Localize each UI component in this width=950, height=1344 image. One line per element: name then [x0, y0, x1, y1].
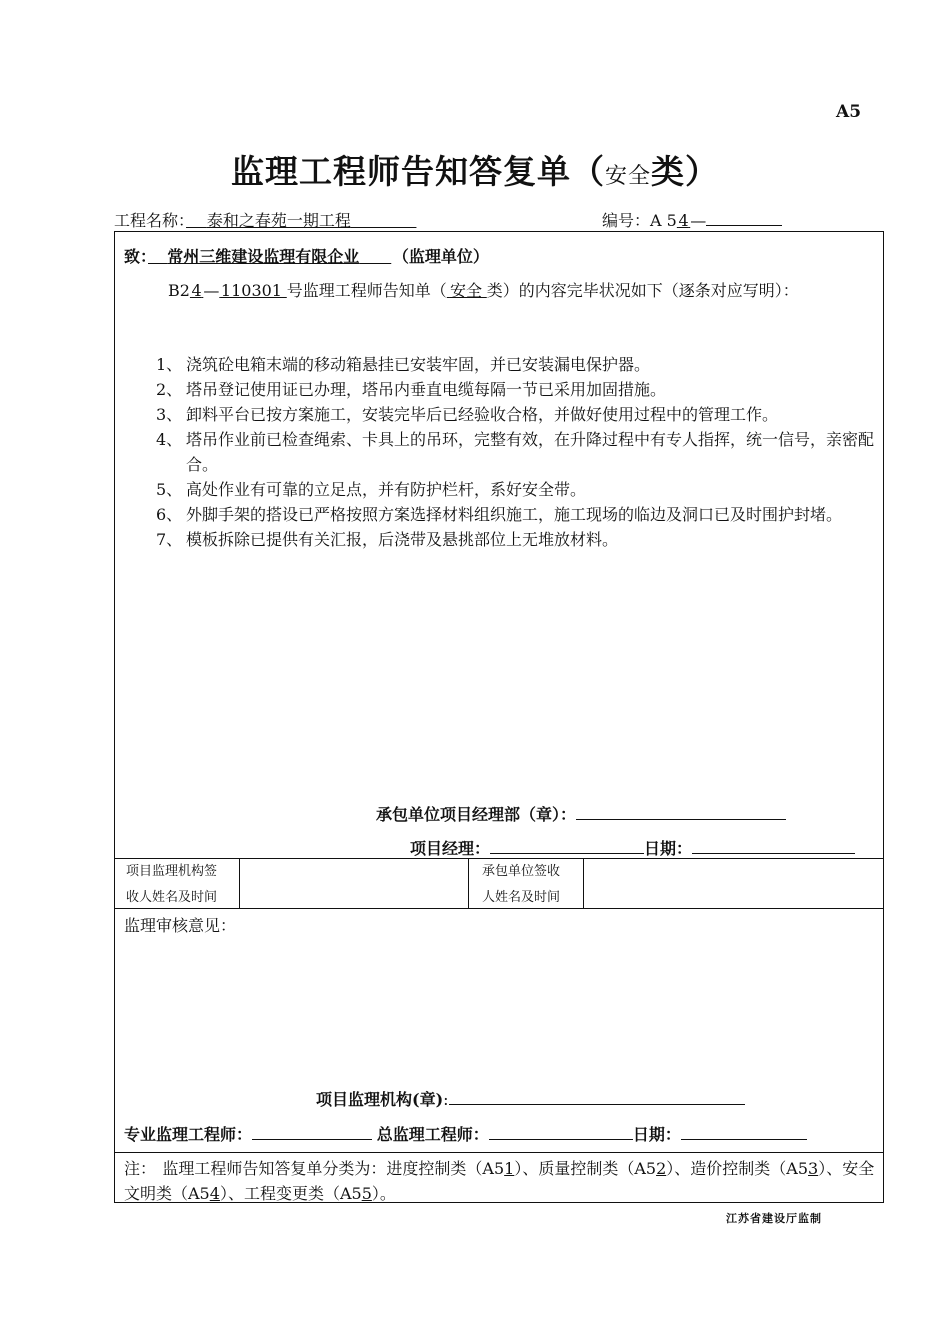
note-paragraph [124, 1156, 880, 1206]
note-num-4: 4 [209, 1184, 220, 1203]
contractor-dept-label: 承包单位项目经理部（章）： [376, 805, 577, 824]
number-prefix: A 5 [650, 211, 677, 230]
note-num-5: 5 [361, 1184, 372, 1203]
list-item-number: 1、 [156, 355, 183, 374]
engineer-signatures [124, 1122, 807, 1145]
contractor-receipt-label-1: 承包单位签收 [482, 864, 561, 879]
title-main: 监理工程师告知答复单（ [230, 152, 605, 191]
row-divider-3 [115, 1152, 883, 1153]
list-item [124, 502, 876, 527]
supervision-org-signature [316, 1087, 745, 1110]
manager-label: 项目经理： [410, 839, 491, 858]
col-divider-2 [468, 858, 469, 908]
intro-text-1: 号监理工程师告知单（ [286, 281, 447, 300]
title-category: 安全 [604, 164, 651, 189]
col-divider-1 [239, 858, 240, 908]
review-date-label: 日期： [632, 1125, 681, 1144]
list-item-text: 模板拆除已提供有关汇报，后浇带及悬挑部位上无堆放材料。 [186, 530, 619, 549]
list-item-text: 浇筑砼电箱末端的移动箱悬挂已安装牢固，并已安装漏电保护器。 [186, 355, 651, 374]
list-item [124, 427, 876, 477]
recipient-role: （监理单位） [392, 247, 489, 266]
list-item-number: 2、 [156, 380, 183, 399]
contractor-dept-signature [376, 802, 786, 825]
to-label: 致： [124, 247, 149, 266]
chief-engineer-label: 总监理工程师： [376, 1125, 489, 1144]
list-item-number: 3、 [156, 405, 183, 424]
note-text-d: ）、安全文明类（A5 [124, 1159, 875, 1203]
note-text-b: ）、质量控制类（A5 [514, 1159, 657, 1178]
manager-date-label: 日期： [644, 839, 693, 858]
engineer-blank [252, 1123, 372, 1140]
supervision-org-colon: : [443, 1090, 449, 1109]
list-item-number: 5、 [156, 480, 183, 499]
number-label: 编号： [602, 211, 651, 230]
note-num-1: 1 [504, 1159, 515, 1178]
list-item-number: 6、 [156, 505, 183, 524]
intro-code-a [190, 281, 203, 300]
review-label: 监理审核意见： [124, 916, 237, 935]
manager-blank [490, 837, 644, 854]
list-item-text: 塔吊作业前已检查绳索、卡具上的吊环，完整有效，在升降过程中有专人指挥，统一信号，亲密配合。 [186, 430, 875, 474]
list-item [124, 402, 876, 427]
number-blank [706, 209, 782, 226]
page-title [0, 146, 950, 193]
number-sep: — [690, 211, 707, 230]
supervisor-receipt-label-1: 项目监理机构签 [126, 864, 218, 879]
list-item-text: 塔吊登记使用证已办理，塔吊内垂直电缆每隔一节已采用加固措施。 [186, 380, 667, 399]
list-item-text: 高处作业有可靠的立足点，并有防护栏杆，系好安全带。 [186, 480, 587, 499]
list-item-text: 卸料平台已按方案施工，安装完毕后已经验收合格，并做好使用过程中的管理工作。 [186, 405, 779, 424]
project-name-line [114, 208, 416, 231]
intro-category [447, 281, 487, 300]
intro-paragraph [124, 278, 876, 303]
contractor-receipt-label [482, 859, 560, 911]
supervision-org-label: 项目监理机构(章) [316, 1090, 444, 1109]
number-line [602, 208, 782, 231]
manager-date-blank [692, 837, 855, 854]
project-label: 工程名称： [114, 211, 187, 230]
note-text-a: 监理工程师告知答复单分类为：进度控制类（A5 [162, 1159, 505, 1178]
title-suffix: 类） [651, 152, 719, 191]
engineer-label: 专业监理工程师： [124, 1125, 253, 1144]
form-code: A5 [836, 102, 862, 122]
review-date-blank [681, 1123, 807, 1140]
supervision-org-blank [449, 1088, 745, 1105]
intro-code-a-text: 4 [191, 281, 202, 300]
number-value [677, 211, 690, 230]
footer-issuer: 江苏省建设厅监制 [726, 1212, 822, 1225]
note-num-3: 3 [808, 1159, 819, 1178]
contractor-dept-blank [576, 803, 786, 820]
recipient-line [124, 244, 489, 267]
list-item [124, 477, 876, 502]
recipient-company [148, 247, 391, 266]
list-item [124, 377, 876, 402]
manager-signature [410, 836, 855, 859]
list-item-number: 7、 [156, 530, 183, 549]
chief-engineer-blank [489, 1123, 633, 1140]
supervisor-receipt-label-2: 收人姓名及时间 [126, 890, 218, 905]
list-item [124, 352, 876, 377]
intro-code-b [219, 281, 286, 300]
col-divider-3 [583, 858, 584, 908]
project-name-value: 泰和之春苑一期工程 [206, 211, 351, 230]
intro-code-b-text: 110301 [220, 281, 282, 300]
intro-category-text: 安全 [449, 281, 482, 300]
list-item [124, 527, 876, 552]
note-text-c: ）、造价控制类（A5 [666, 1159, 809, 1178]
response-list [124, 352, 876, 552]
list-item-text: 外脚手架的搭设已严格按照方案选择材料组织施工，施工现场的临边及洞口已及时围护封堵。 [186, 505, 843, 524]
note-text-e: ）、工程变更类（A5 [219, 1184, 362, 1203]
number-value-text: 4 [678, 211, 689, 230]
note-text-f: ）。 [371, 1184, 396, 1203]
intro-prefix: B2 [168, 281, 190, 300]
project-name-field [186, 211, 416, 230]
note-label: 注： [124, 1159, 157, 1178]
intro-dash: — [203, 281, 220, 300]
recipient-company-text: 常州三维建设监理有限企业 [167, 247, 360, 266]
note-num-2: 2 [656, 1159, 667, 1178]
list-item-number: 4、 [156, 430, 183, 449]
contractor-receipt-label-2: 人姓名及时间 [482, 890, 561, 905]
supervisor-receipt-label [126, 859, 217, 911]
intro-text-2: 类）的内容完毕状况如下（逐条对应写明）： [486, 281, 799, 300]
